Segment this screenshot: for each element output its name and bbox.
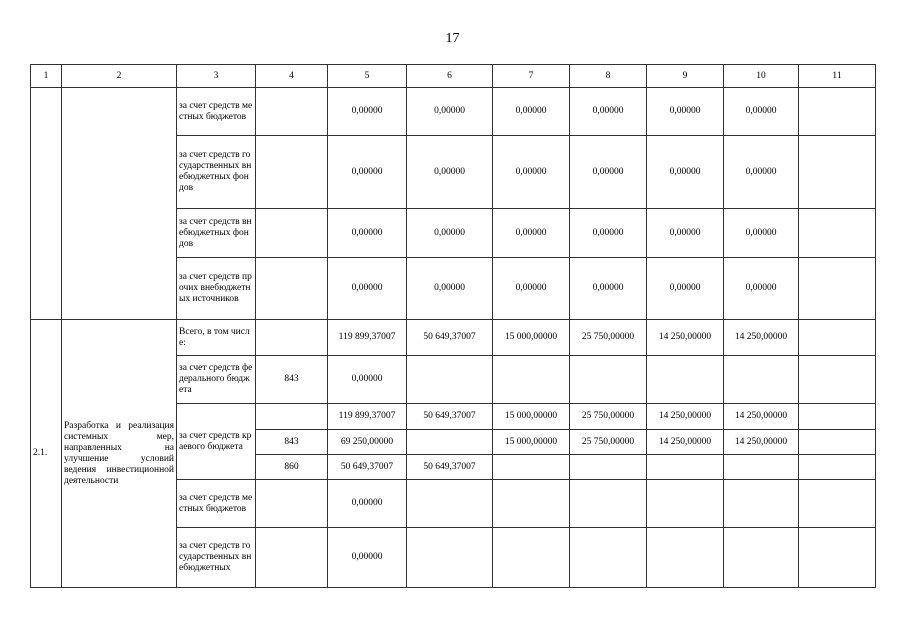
funding-source: за счет средств внебюджетных фондов: [177, 209, 256, 258]
funding-source: за счет средств государственных внебюджетных: [177, 528, 256, 588]
value-cell: 25 750,00000: [570, 320, 647, 356]
value-cell: 0,00000: [328, 356, 407, 404]
value-cell: 0,00000: [647, 136, 724, 209]
value-cell: 15 000,00000: [493, 430, 570, 455]
value-cell: 0,00000: [647, 258, 724, 320]
value-cell: [799, 88, 876, 136]
value-cell: [724, 528, 799, 588]
value-cell: 0,00000: [328, 136, 407, 209]
value-cell: 0,00000: [570, 88, 647, 136]
value-cell: [493, 455, 570, 480]
value-cell: 0,00000: [407, 136, 493, 209]
value-cell: 0,00000: [328, 480, 407, 528]
value-cell: 0,00000: [570, 136, 647, 209]
funding-source: за счет средств местных бюджетов: [177, 480, 256, 528]
value-cell: [799, 404, 876, 430]
table-row: [31, 320, 876, 356]
value-cell: 0,00000: [407, 258, 493, 320]
value-cell: [724, 480, 799, 528]
value-cell: 0,00000: [493, 209, 570, 258]
value-cell: [799, 136, 876, 209]
header-cell: 3: [177, 65, 256, 88]
value-cell: 0,00000: [407, 88, 493, 136]
value-cell: [570, 480, 647, 528]
code-cell: [256, 320, 328, 356]
value-cell: [647, 528, 724, 588]
value-cell: 25 750,00000: [570, 430, 647, 455]
value-cell: [799, 258, 876, 320]
value-cell: 119 899,37007: [328, 320, 407, 356]
value-cell: [570, 356, 647, 404]
funding-source: за счет средств местных бюджетов: [177, 88, 256, 136]
value-cell: [493, 528, 570, 588]
code-cell: [256, 480, 328, 528]
header-row: [31, 65, 876, 88]
value-cell: [407, 480, 493, 528]
value-cell: 0,00000: [724, 258, 799, 320]
value-cell: 0,00000: [647, 88, 724, 136]
value-cell: 0,00000: [570, 209, 647, 258]
value-cell: [724, 356, 799, 404]
funding-source: за счет средств государственных внебюджетных фондов: [177, 136, 256, 209]
funding-source: за счет средств краевого бюджета: [177, 404, 256, 480]
code-cell: [256, 258, 328, 320]
header-cell: 8: [570, 65, 647, 88]
value-cell: 14 250,00000: [724, 404, 799, 430]
header-cell: 11: [799, 65, 876, 88]
table-row: [31, 88, 876, 136]
value-cell: [647, 480, 724, 528]
code-cell: [256, 209, 328, 258]
value-cell: 0,00000: [724, 209, 799, 258]
value-cell: 14 250,00000: [647, 320, 724, 356]
value-cell: [799, 209, 876, 258]
row-index: 2.1.: [31, 320, 62, 588]
value-cell: 50 649,37007: [407, 455, 493, 480]
value-cell: [570, 528, 647, 588]
header-cell: 1: [31, 65, 62, 88]
value-cell: 0,00000: [570, 258, 647, 320]
value-cell: 14 250,00000: [647, 404, 724, 430]
measure-name: Разработка и реализация системных мер, направленных на улучшение условий ведения инвестиционной деятельности: [62, 320, 177, 588]
code-cell: 843: [256, 430, 328, 455]
value-cell: [799, 430, 876, 455]
value-cell: 0,00000: [493, 136, 570, 209]
empty-index-cell: [31, 88, 62, 320]
value-cell: [647, 356, 724, 404]
value-cell: [570, 455, 647, 480]
value-cell: 0,00000: [724, 88, 799, 136]
code-cell: [256, 404, 328, 430]
value-cell: 14 250,00000: [647, 430, 724, 455]
value-cell: 14 250,00000: [724, 430, 799, 455]
value-cell: 50 649,37007: [407, 320, 493, 356]
value-cell: 0,00000: [724, 136, 799, 209]
value-cell: [799, 356, 876, 404]
header-cell: 4: [256, 65, 328, 88]
header-cell: 9: [647, 65, 724, 88]
value-cell: 14 250,00000: [724, 320, 799, 356]
header-cell: 7: [493, 65, 570, 88]
value-cell: 15 000,00000: [493, 404, 570, 430]
empty-name-cell: [62, 88, 177, 320]
header-cell: 2: [62, 65, 177, 88]
value-cell: [799, 480, 876, 528]
code-cell: [256, 528, 328, 588]
value-cell: [799, 455, 876, 480]
page-number: 17: [445, 31, 460, 46]
code-cell: 860: [256, 455, 328, 480]
value-cell: 25 750,00000: [570, 404, 647, 430]
value-cell: [493, 480, 570, 528]
code-cell: [256, 136, 328, 209]
value-cell: [724, 455, 799, 480]
value-cell: [407, 430, 493, 455]
code-cell: 843: [256, 356, 328, 404]
value-cell: 0,00000: [328, 258, 407, 320]
value-cell: 15 000,00000: [493, 320, 570, 356]
code-cell: [256, 88, 328, 136]
value-cell: 0,00000: [328, 88, 407, 136]
funding-source: Всего, в том числе:: [177, 320, 256, 356]
value-cell: 0,00000: [407, 209, 493, 258]
value-cell: 69 250,00000: [328, 430, 407, 455]
value-cell: 119 899,37007: [328, 404, 407, 430]
value-cell: [493, 356, 570, 404]
header-cell: 10: [724, 65, 799, 88]
funding-source: за счет средств федерального бюджета: [177, 356, 256, 404]
funding-source: за счет средств прочих внебюджетных источников: [177, 258, 256, 320]
value-cell: 0,00000: [328, 209, 407, 258]
value-cell: 50 649,37007: [407, 404, 493, 430]
value-cell: [799, 528, 876, 588]
value-cell: 50 649,37007: [328, 455, 407, 480]
value-cell: [407, 356, 493, 404]
header-cell: 6: [407, 65, 493, 88]
value-cell: 0,00000: [647, 209, 724, 258]
value-cell: [407, 528, 493, 588]
budget-table: [30, 64, 876, 588]
value-cell: 0,00000: [328, 528, 407, 588]
value-cell: [647, 455, 724, 480]
value-cell: [799, 320, 876, 356]
header-cell: 5: [328, 65, 407, 88]
value-cell: 0,00000: [493, 88, 570, 136]
value-cell: 0,00000: [493, 258, 570, 320]
